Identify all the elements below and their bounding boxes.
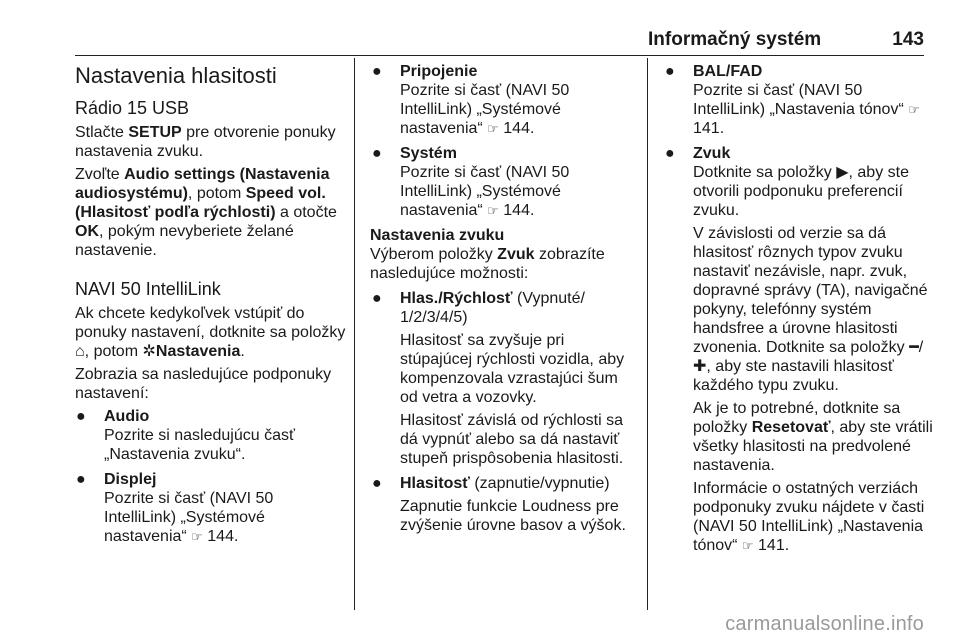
bullet-icon: ●	[665, 63, 675, 80]
column-left	[75, 62, 347, 552]
column-divider	[647, 58, 648, 610]
list-item: ● Displej Pozrite si časť (NAVI 50 IntelliLink) „Systémové nastavenia“ ☞ 144.	[76, 471, 274, 545]
bullet-icon: ●	[372, 145, 382, 162]
bullet-icon: ●	[372, 475, 382, 492]
list-item: ● Pripojenie Pozrite si časť (NAVI 50 IntelliLink) „Systémové nastavenia“ ☞ 144.	[372, 63, 570, 137]
plus-icon: ✚	[693, 358, 707, 375]
column-divider	[354, 58, 355, 610]
section-heading: Nastavenia hlasitosti	[75, 63, 277, 88]
page-ref-icon: ☞	[487, 203, 499, 218]
bullet-icon: ●	[665, 145, 675, 162]
home-icon: ⌂	[75, 343, 85, 360]
radio-heading: Rádio 15 USB	[75, 98, 190, 118]
page-number: 143	[892, 29, 924, 50]
list-item: ● BAL/FAD Pozrite si časť (NAVI 50 IntelliLink) „Nastavenia tónov“ ☞ 141.	[665, 63, 920, 137]
list-item: ● Audio Pozrite si nasledujúcu časť „Nastavenia zvuku“.	[76, 408, 295, 463]
paragraph: Zobrazia sa nasledujúce podponuky nastavení:	[75, 366, 332, 402]
column-middle	[370, 62, 640, 541]
sound-heading: Nastavenia zvuku	[370, 227, 505, 244]
paragraph: Zvoľte Audio settings (Nastavenia audiosystému), potom Speed vol. (Hlasitosť podľa rýchlosti) a otočte OK, pokým nevyberiete želané nastavenie.	[75, 166, 337, 259]
list-item: ● Hlasitosť (zapnutie/vypnutie) Zapnutie funkcie Loudness pre zvýšenie úrovne basov a výšok.	[372, 475, 626, 534]
column-right	[663, 62, 933, 561]
section-title: Informačný systém	[648, 29, 822, 50]
bullet-icon: ●	[76, 471, 86, 488]
gear-icon: ✲	[142, 343, 156, 360]
header-rule	[75, 55, 924, 56]
bullet-icon: ●	[372, 63, 382, 80]
bullet-icon: ●	[76, 408, 86, 425]
paragraph: Výberom položky Zvuk zobrazíte nasledujúce možnosti:	[370, 246, 605, 282]
navi-heading: NAVI 50 IntelliLink	[75, 279, 221, 299]
list-item: ● Hlas./Rýchlosť (Vypnuté/ 1/2/3/4/5) Hlasitosť sa zvyšuje pri stúpajúcej rýchlosti vozidla, aby kompenzovala vzrastajúci šum od vetra a vozovky. Hlasitosť závislá od rýchlosti sa dá vypnúť alebo sa dá nastaviť stupeň prispôsobenia hlasitosti.	[372, 290, 625, 467]
page-ref-icon: ☞	[487, 121, 499, 136]
play-icon: ▶	[836, 164, 849, 181]
page-ref-icon: ☞	[908, 102, 920, 117]
page-header	[648, 30, 924, 49]
list-item: ● Zvuk Dotknite sa položky ▶, aby ste otvorili podponuku preferencií zvuku. V závislosti od verzie sa dá hlasitosť rôznych typov zvuku nastaviť nezávisle, napr. zvuk, dopravné správy (TA), navigačné pokyny, telefónny systém handsfree a úrovne hlasitosti zvonenia. Dotknite sa položky ━/✚, aby ste nastavili hlasitosť každého typu zvuku. Ak je to potrebné, dotknite sa položky Resetovať, aby ste vrátili všetky hlasitosti na predvolené nastavenia. Informácie o ostatných verziách podponuky zvuku nájdete v časti (NAVI 50 IntelliLink) „Nastavenia tónov“ ☞ 141.	[665, 145, 933, 554]
page-ref-icon: ☞	[741, 538, 754, 553]
minus-icon: ━	[909, 339, 919, 356]
paragraph: Ak chcete kedykoľvek vstúpiť do ponuky nastavení, dotknite sa položky ⌂, potom ✲Nastavenia.	[75, 305, 346, 360]
page-ref-icon: ☞	[191, 529, 203, 544]
watermark: carmanualsonline.info	[725, 613, 924, 635]
paragraph: Stlačte SETUP pre otvorenie ponuky nastavenia zvuku.	[75, 124, 336, 160]
bullet-icon: ●	[372, 290, 382, 307]
list-item: ● Systém Pozrite si časť (NAVI 50 IntelliLink) „Systémové nastavenia“ ☞ 144.	[372, 145, 570, 219]
